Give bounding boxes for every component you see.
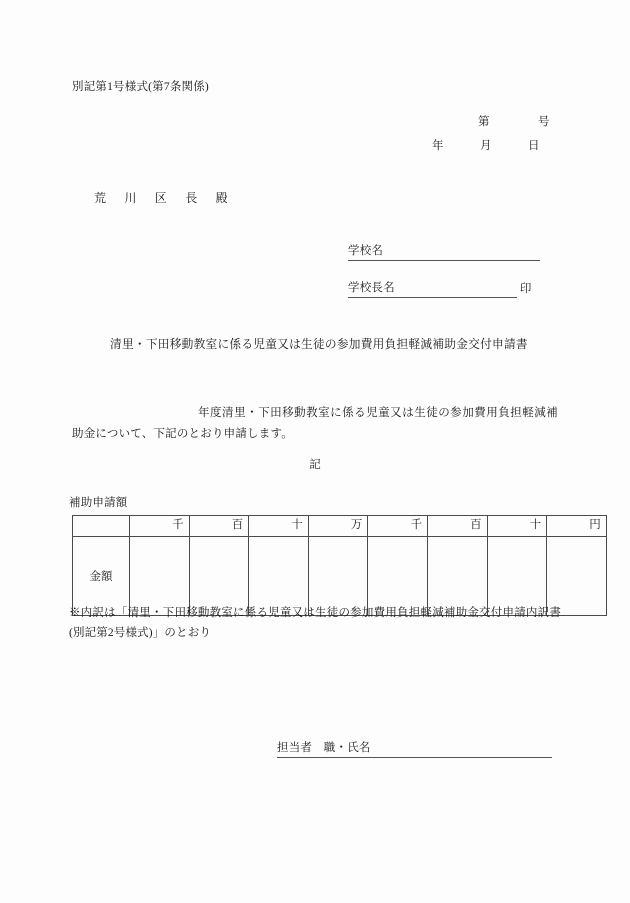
form-number-label: 別記第1号様式(第7条関係) xyxy=(72,81,209,93)
principal-name-input[interactable] xyxy=(395,284,517,298)
principal-name-field-row xyxy=(348,283,531,298)
document-date-field: 年 月 日 xyxy=(432,140,540,152)
unit-header-cell: 百 xyxy=(189,516,249,537)
unit-header-cell: 千 xyxy=(130,516,190,537)
table-corner-cell xyxy=(73,516,130,537)
unit-header-cell: 十 xyxy=(487,516,547,537)
unit-header-cell: 十 xyxy=(249,516,309,537)
footnote-text: ※内訳は「清里・下田移動教室に係る児童又は生徒の参加費用負担軽減補助金交付申請内訳書(別記第2号様式)」のとおり xyxy=(69,607,561,639)
body-paragraph: 年度清里・下田移動教室に係る児童又は生徒の参加費用負担軽減補助金について、下記のとおり申請します。 xyxy=(72,407,558,440)
document-number-field: 第 号 xyxy=(478,116,550,128)
unit-header-cell: 円 xyxy=(547,516,607,537)
amount-table-caption: 補助申請額 xyxy=(69,497,128,509)
school-name-field-row xyxy=(348,246,540,261)
table-header-row xyxy=(73,516,607,537)
unit-header-cell: 千 xyxy=(368,516,428,537)
contact-person-field-row xyxy=(277,743,552,758)
seal-mark: 印 xyxy=(519,283,532,295)
page-title: 清里・下田移動教室に係る児童又は生徒の参加費用負担軽減補助金交付申請書 xyxy=(110,338,528,351)
unit-header-cell: 万 xyxy=(308,516,368,537)
principal-name-label: 学校長名 xyxy=(348,283,395,298)
school-name-input[interactable] xyxy=(383,247,540,261)
contact-person-label: 担当者 職・氏名 xyxy=(277,743,371,758)
amount-row-label: 金額 xyxy=(73,537,130,616)
contact-person-input[interactable] xyxy=(371,744,552,758)
school-name-label: 学校名 xyxy=(348,246,383,261)
addressee-line: 荒 川 区 長 殿 xyxy=(94,191,231,205)
unit-header-cell: 百 xyxy=(427,516,487,537)
ki-heading: 記 xyxy=(309,459,321,471)
amount-table xyxy=(72,515,607,616)
